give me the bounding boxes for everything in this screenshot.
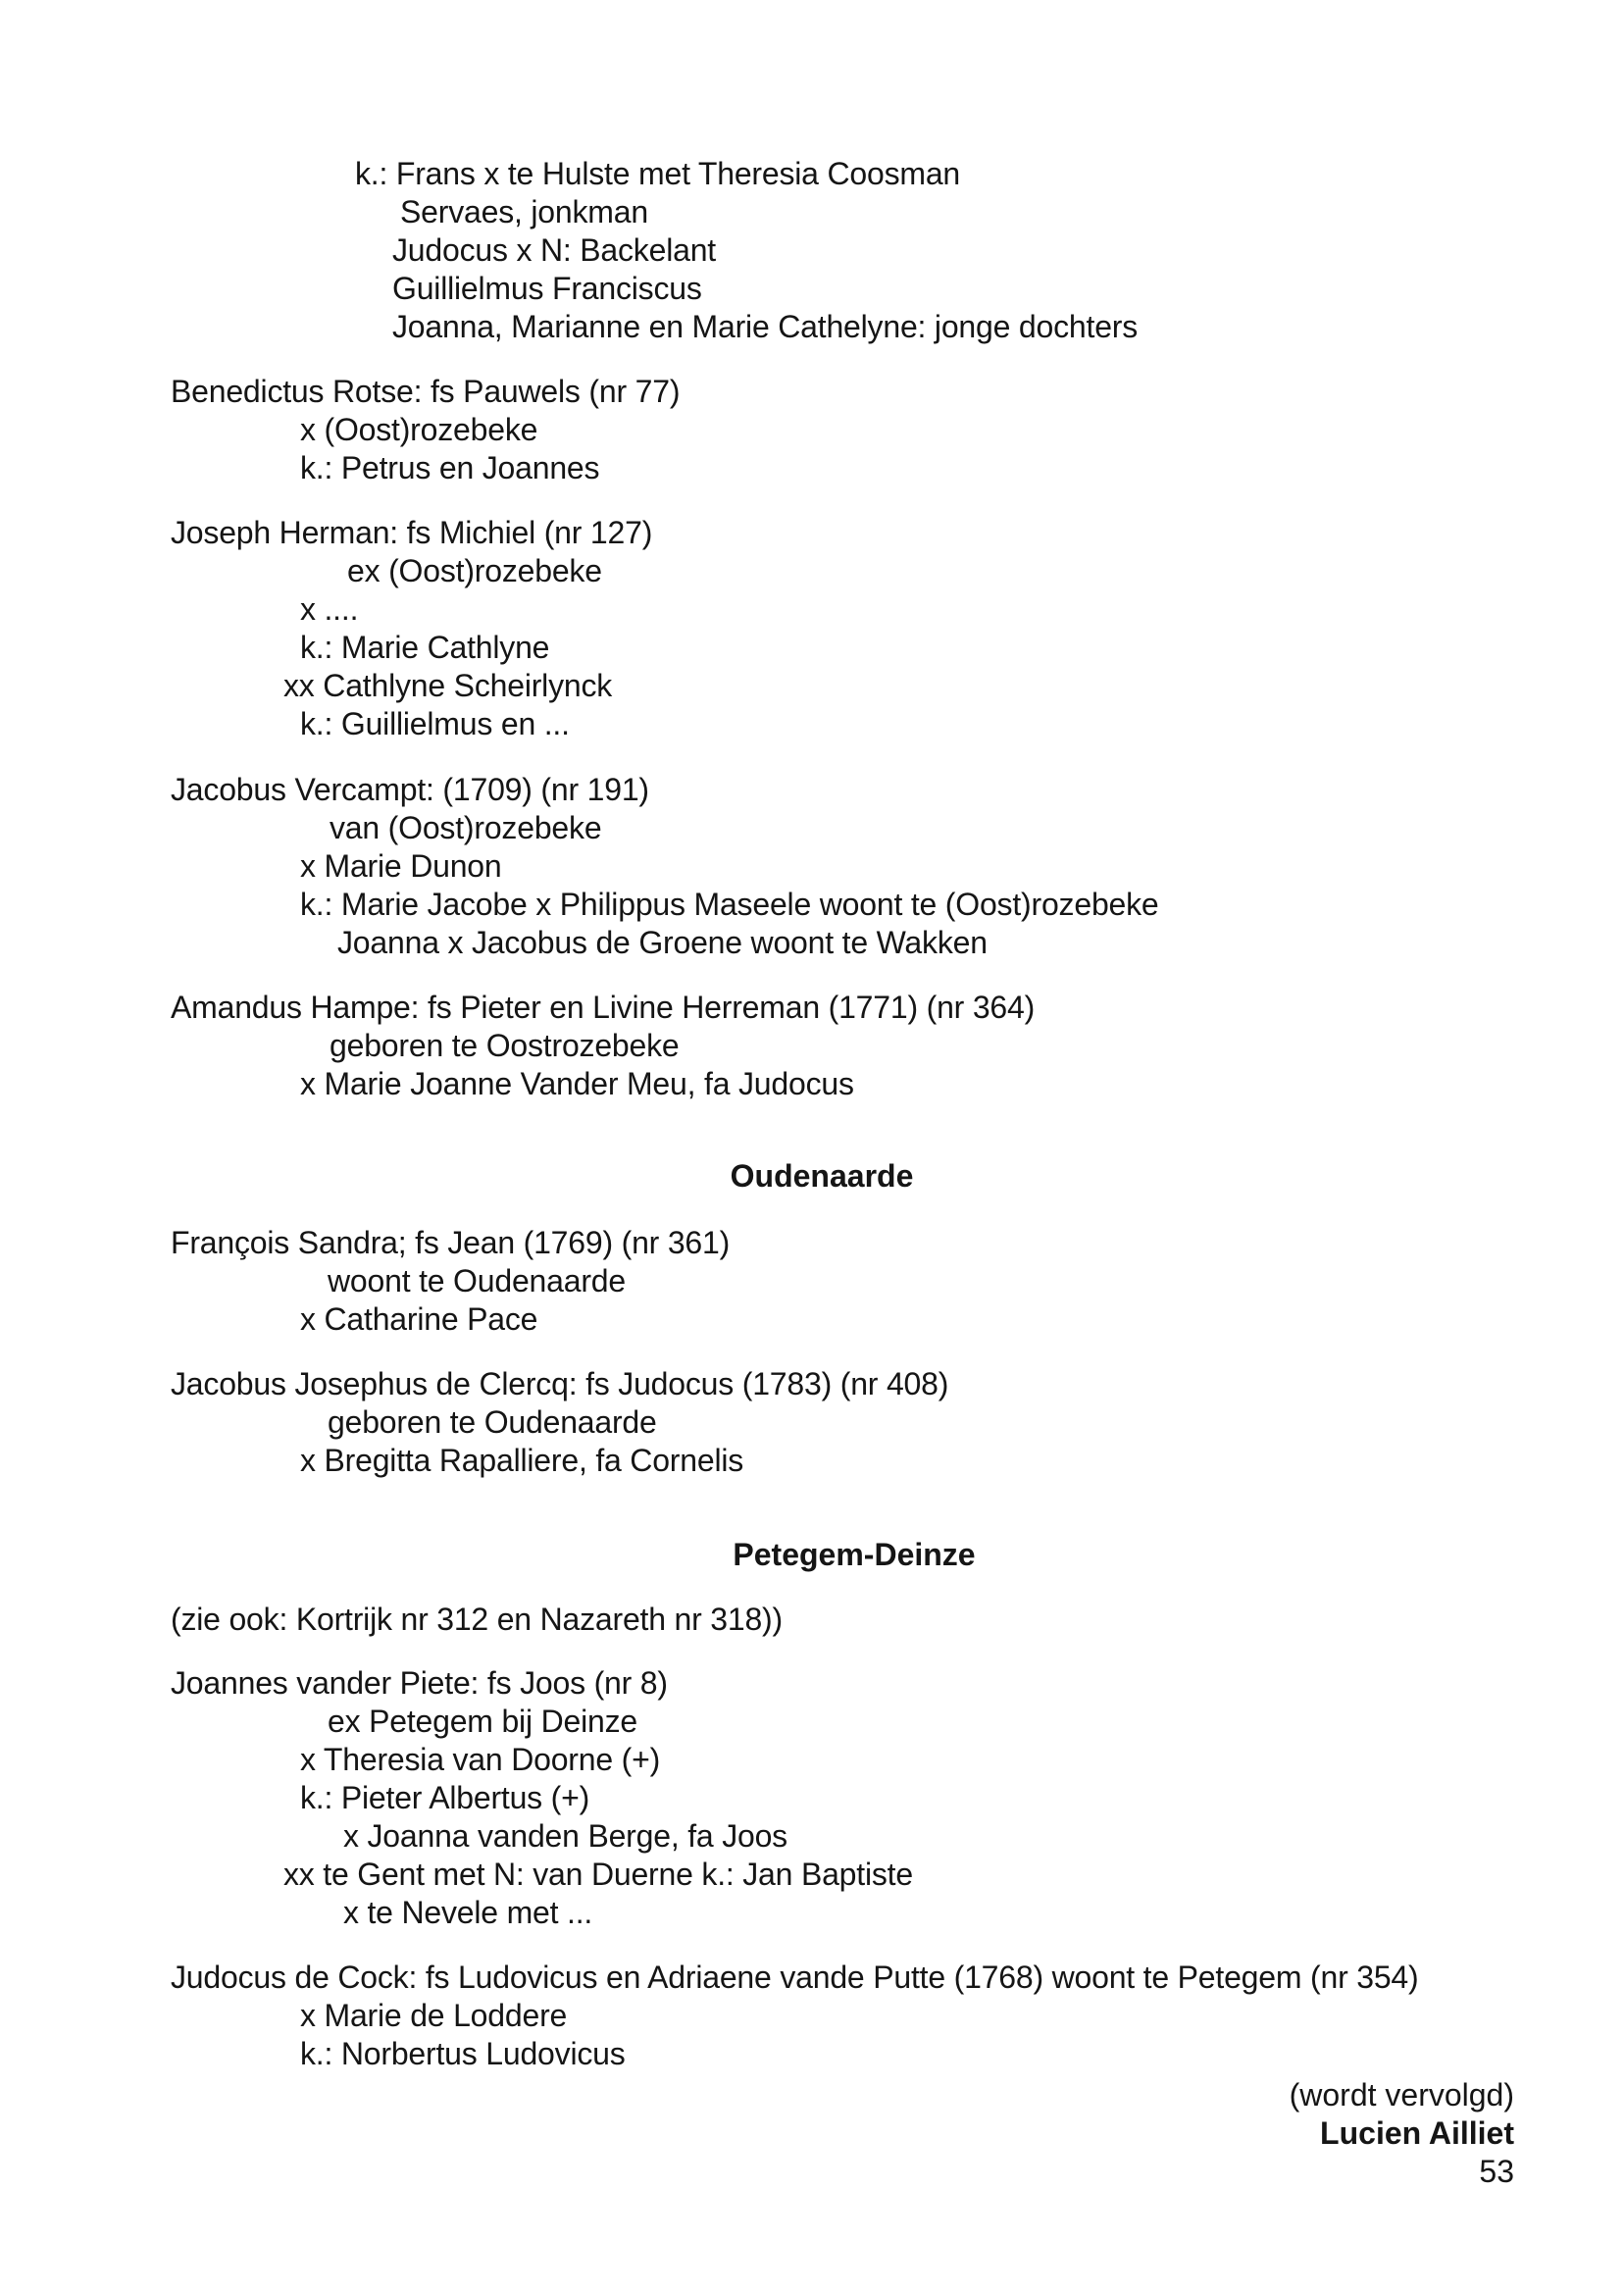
entry-line: Joannes vander Piete: fs Joos (nr 8) [171, 1665, 668, 1701]
entry-line: Amandus Hampe: fs Pieter en Livine Herreman (1771) (nr 364) [171, 990, 1036, 1025]
entry-line: k.: Marie Cathlyne [300, 630, 550, 665]
entry-line: k.: Frans x te Hulste met Theresia Coosman [355, 156, 961, 191]
entry-line: x .... [300, 591, 359, 627]
section-heading-petegem-deinze: Petegem-Deinze [733, 1537, 976, 1572]
entry-line: Servaes, jonkman [400, 194, 648, 229]
entry-line: Judocus de Cock: fs Ludovicus en Adriaene vande Putte (1768) woont te Petegem (nr 354) [171, 1960, 1419, 1995]
entry-line: (zie ook: Kortrijk nr 312 en Nazareth nr 318)) [171, 1602, 783, 1637]
entry-line: k.: Marie Jacobe x Philippus Maseele woont te (Oost)rozebeke [300, 887, 1159, 922]
entry-line: geboren te Oostrozebeke [330, 1028, 680, 1063]
author-name: Lucien Ailliet [1320, 2115, 1514, 2151]
continued-note: (wordt vervolgd) [1289, 2077, 1514, 2113]
entry-line: k.: Pieter Albertus (+) [300, 1780, 590, 1815]
entry-line: k.: Norbertus Ludovicus [300, 2036, 626, 2071]
entry-line: ex Petegem bij Deinze [328, 1704, 637, 1739]
entry-line: x Joanna vanden Berge, fa Joos [343, 1818, 787, 1854]
entry-line: ex (Oost)rozebeke [347, 553, 602, 588]
entry-line: woont te Oudenaarde [328, 1263, 626, 1298]
page-number: 53 [1479, 2154, 1514, 2189]
entry-line: x Marie Dunon [300, 848, 502, 884]
entry-line: x Theresia van Doorne (+) [300, 1742, 661, 1777]
entry-line: x te Nevele met ... [343, 1895, 593, 1930]
entry-line: x (Oost)rozebeke [300, 412, 538, 447]
entry-line: k.: Petrus en Joannes [300, 450, 600, 485]
entry-line: x Marie de Loddere [300, 1998, 568, 2033]
entry-line: x Bregitta Rapalliere, fa Cornelis [300, 1443, 744, 1478]
entry-line: k.: Guillielmus en ... [300, 706, 570, 741]
entry-line: van (Oost)rozebeke [330, 810, 602, 845]
entry-line: xx Cathlyne Scheirlynck [283, 668, 613, 703]
entry-line: geboren te Oudenaarde [328, 1404, 657, 1440]
entry-line: François Sandra; fs Jean (1769) (nr 361) [171, 1225, 731, 1260]
entry-line: Judocus x N: Backelant [392, 232, 716, 268]
entry-line: Jacobus Josephus de Clercq: fs Judocus (1783) (nr 408) [171, 1366, 949, 1401]
entry-line: x Catharine Pace [300, 1301, 538, 1337]
entry-line: Joanna x Jacobus de Groene woont te Wakken [337, 925, 988, 960]
section-heading-oudenaarde: Oudenaarde [730, 1158, 914, 1194]
entry-line: xx te Gent met N: van Duerne k.: Jan Baptiste [283, 1857, 913, 1892]
entry-line: Jacobus Vercampt: (1709) (nr 191) [171, 772, 649, 807]
entry-line: Joseph Herman: fs Michiel (nr 127) [171, 515, 653, 550]
entry-line: Guillielmus Franciscus [392, 271, 702, 306]
entry-line: x Marie Joanne Vander Meu, fa Judocus [300, 1066, 854, 1101]
entry-line: Benedictus Rotse: fs Pauwels (nr 77) [171, 374, 681, 409]
entry-line: Joanna, Marianne en Marie Cathelyne: jonge dochters [392, 309, 1139, 344]
